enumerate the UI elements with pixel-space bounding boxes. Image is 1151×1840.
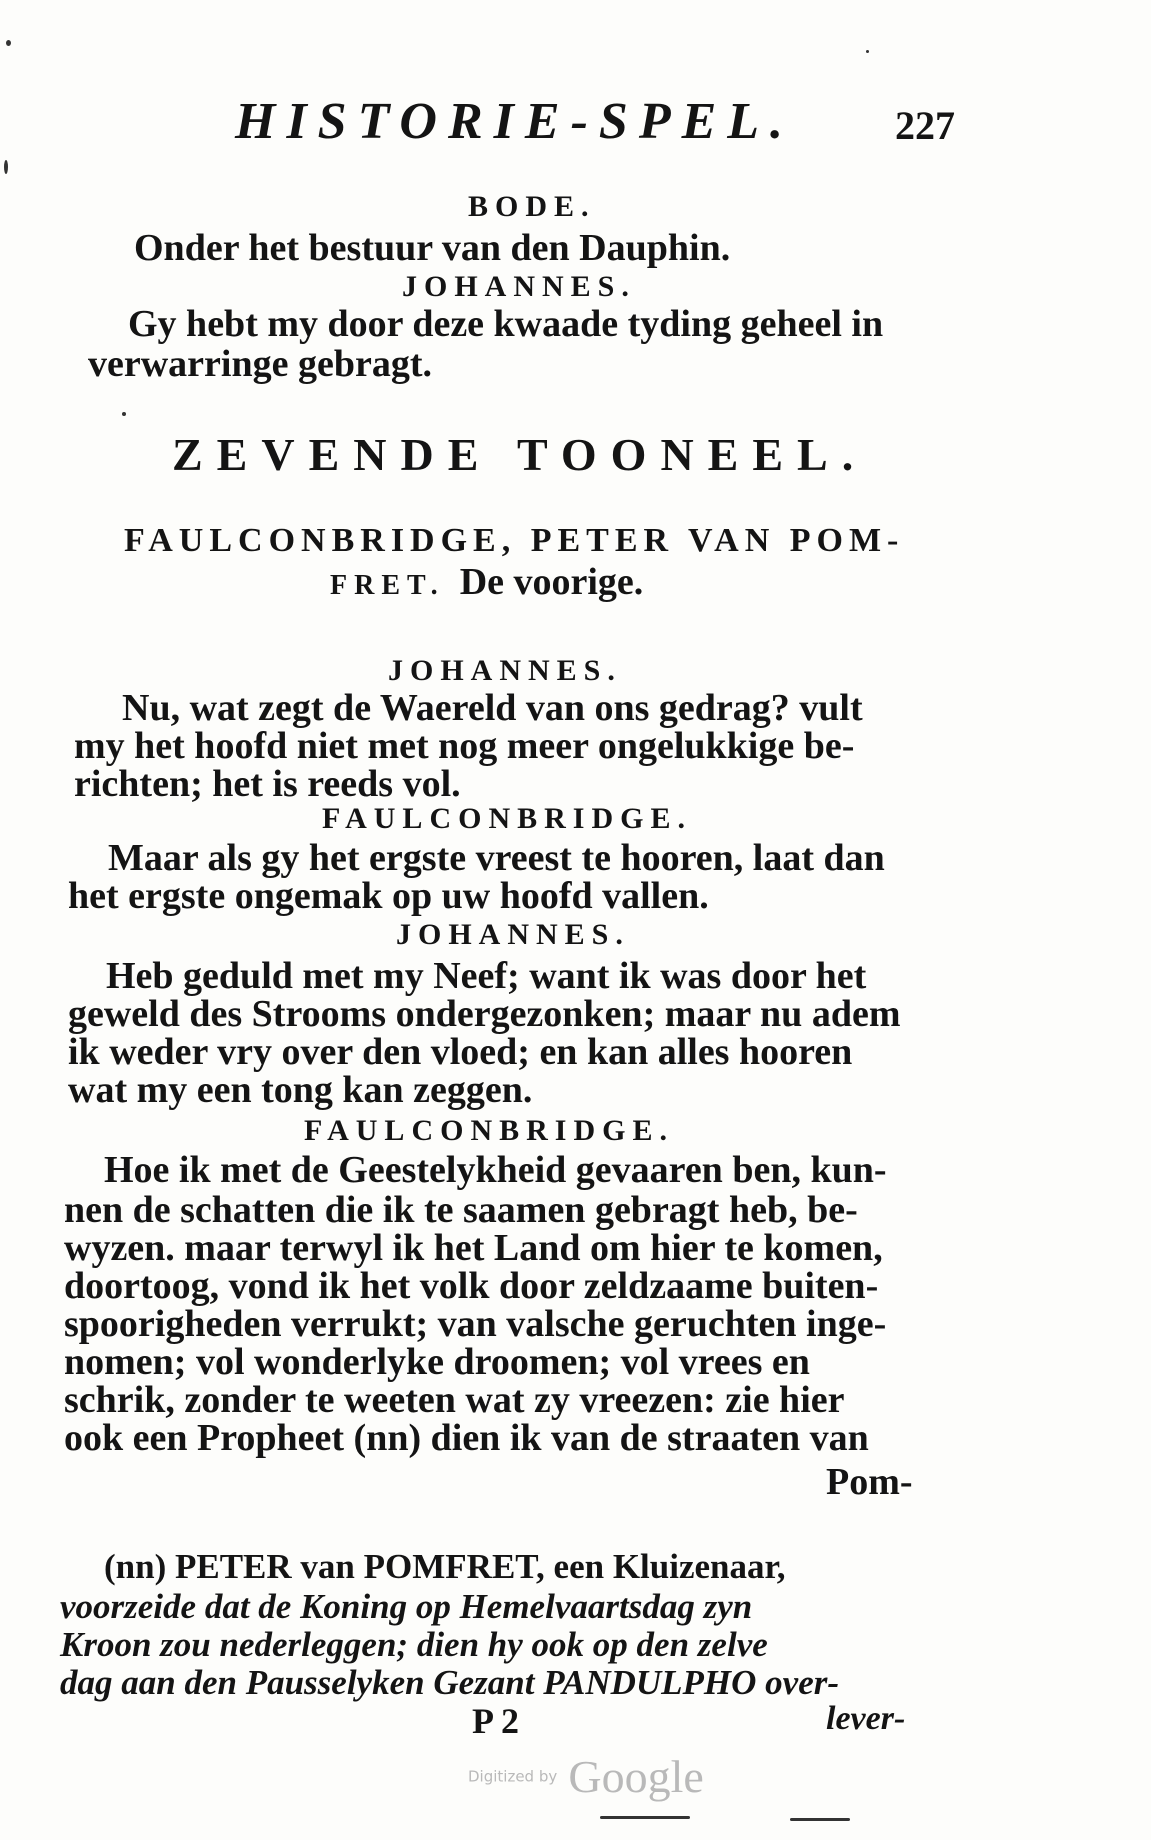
speaker-johannes: JOHANNES. bbox=[396, 918, 630, 951]
scan-speck bbox=[122, 412, 126, 416]
running-head bbox=[235, 92, 955, 162]
scene-cast-line: FAULCONBRIDGE, PETER VAN POM- bbox=[124, 522, 905, 559]
scan-speck bbox=[866, 50, 869, 53]
scan-speck bbox=[4, 160, 8, 174]
speech-line: ik weder vry over den vloed; en kan alles hooren bbox=[68, 1031, 853, 1073]
speech-line: my het hoofd niet met nog meer ongelukkige be- bbox=[74, 725, 855, 767]
speech-line: schrik, zonder te weeten wat zy vreezen: zie hier bbox=[64, 1379, 845, 1421]
google-watermark bbox=[468, 1750, 704, 1806]
speech-line: nomen; vol wonderlyke droomen; vol vrees en bbox=[64, 1341, 810, 1383]
cast-note: De voorige. bbox=[459, 561, 644, 603]
speaker-johannes: JOHANNES. bbox=[388, 654, 622, 687]
scan-speck bbox=[6, 40, 11, 46]
footnote-line: voorzeide dat de Koning op Hemelvaartsdag zyn bbox=[60, 1587, 753, 1626]
speech-line: Gy hebt my door deze kwaade tyding geheel in bbox=[128, 303, 884, 345]
speech-line: spoorigheden verrukt; van valsche geruchten inge- bbox=[64, 1303, 887, 1345]
speech-line: richten; het is reeds vol. bbox=[74, 763, 461, 805]
page-number: 227 bbox=[895, 103, 955, 148]
speech-line: Maar als gy het ergste vreest te hooren, laat dan bbox=[108, 837, 885, 879]
speech-line: doortoog, vond ik het volk door zeldzaame buiten- bbox=[64, 1265, 879, 1307]
speech-line: Onder het bestuur van den Dauphin. bbox=[134, 227, 731, 269]
scan-speck bbox=[600, 1816, 690, 1819]
footnote-line: (nn) PETER van POMFRET, een Kluizenaar, bbox=[104, 1547, 786, 1586]
google-logo: Google bbox=[568, 1751, 704, 1802]
speech-line: nen de schatten die ik te saamen gebragt heb, be- bbox=[64, 1189, 858, 1231]
footnote-line: dag aan den Pausselyken Gezant PANDULPHO over- bbox=[60, 1663, 840, 1702]
watermark-prefix: Digitized by bbox=[468, 1767, 558, 1786]
speech-line: Hoe ik met de Geestelykheid gevaaren ben, kun- bbox=[104, 1149, 887, 1191]
speech-line: wat my een tong kan zeggen. bbox=[68, 1069, 533, 1111]
speech-line: verwarringe gebragt. bbox=[88, 343, 432, 385]
speech-line: het ergste ongemak op uw hoofd vallen. bbox=[68, 875, 709, 917]
speech-line: ook een Propheet (nn) dien ik van de straaten van bbox=[64, 1417, 869, 1459]
speech-line: Nu, wat zegt de Waereld van ons gedrag? vult bbox=[122, 687, 863, 729]
speaker-johannes: JOHANNES. bbox=[402, 270, 636, 303]
scene-title: ZEVENDE TOONEEL. bbox=[172, 429, 868, 480]
cast-name: FRET. bbox=[330, 570, 445, 601]
speech-line: wyzen. maar terwyl ik het Land om hier te komen, bbox=[64, 1227, 883, 1269]
footer-catchword: lever- bbox=[826, 1700, 906, 1737]
speaker-faulconbridge: FAULCONBRIDGE. bbox=[304, 1114, 674, 1147]
catchword: Pom- bbox=[826, 1461, 913, 1503]
scan-speck bbox=[790, 1818, 850, 1821]
running-title: HISTORIE-SPEL. bbox=[235, 93, 795, 150]
speaker-faulconbridge: FAULCONBRIDGE. bbox=[322, 802, 692, 835]
footnote-line: Kroon zou nederleggen; dien hy ook op den zelve bbox=[60, 1625, 768, 1664]
scene-cast-line-2 bbox=[330, 562, 643, 603]
speaker-bode: BODE. bbox=[468, 190, 596, 223]
signature-mark: P 2 bbox=[472, 1701, 520, 1741]
speech-line: geweld des Strooms ondergezonken; maar nu adem bbox=[68, 993, 901, 1035]
speech-line: Heb geduld met my Neef; want ik was door het bbox=[106, 955, 867, 997]
